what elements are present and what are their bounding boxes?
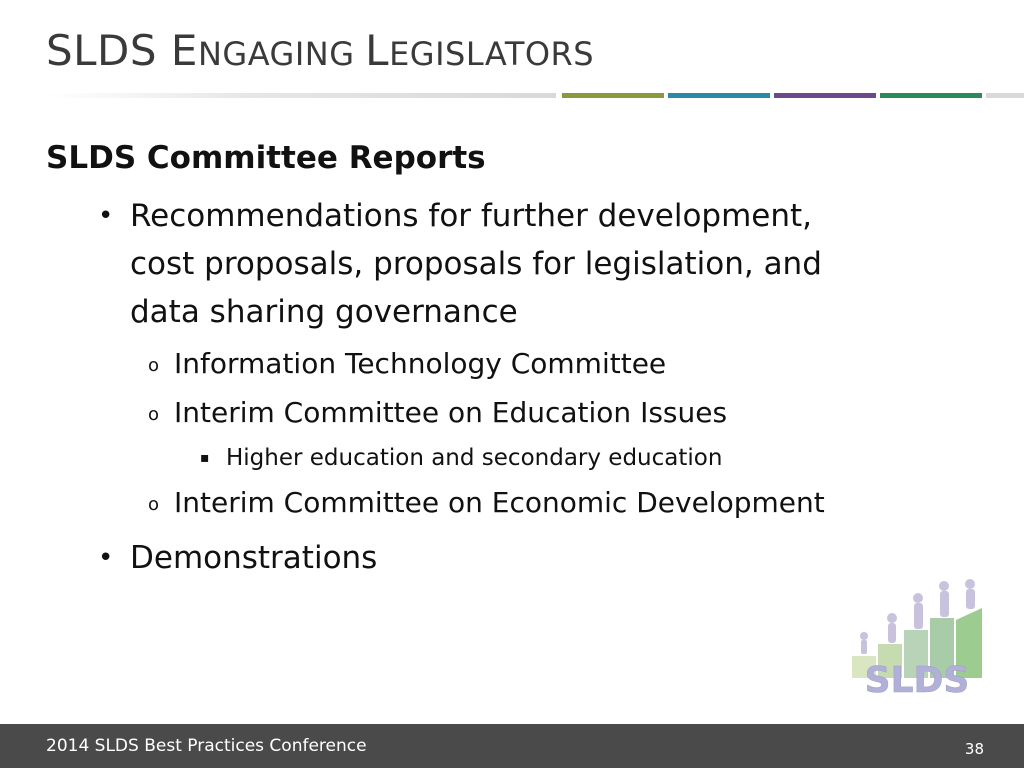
page-number: 38 [964,740,984,758]
title-part: E [170,26,198,75]
bullet-icon: • [98,201,114,231]
footer-conference: 2014 SLDS Best Practices Conference [46,736,367,756]
square-bullet-icon: ▪ [200,450,210,466]
slds-logo [848,578,986,698]
title-part: SLDS [46,26,171,75]
title-rule-segment-purple [774,93,876,98]
sub-bullet-icon: o [148,404,160,425]
sub-bullet-icon: o [148,355,160,376]
slide-title [46,26,594,75]
title-part: NGAGING [197,35,366,73]
sub-bullet-text: Interim Committee on Education Issues [174,396,728,429]
sub-bullet-text: Information Technology Committee [174,347,667,380]
title-rule-segment-teal [668,93,770,98]
title-rule-segment-olive [562,93,664,98]
title-rule-grey [46,93,556,98]
sub-bullet-text: Interim Committee on Economic Development [174,486,825,519]
title-rule-segment-green [880,93,982,98]
title-rule-segment-grey [986,93,1024,98]
sub-bullet-icon: o [148,494,160,515]
title-part: L [365,26,390,75]
bullet-icon: • [98,543,114,573]
bullet-text: Demonstrations [130,540,378,576]
footer-bar [0,724,1024,768]
bullet-text: Recommendations for further development, cost proposals, proposals for legislation, and data sharing governance [130,198,822,330]
title-part: EGISLATORS [389,35,595,73]
logo-text: SLDS [864,660,970,698]
sub-sub-bullet-text: Higher education and secondary education [226,445,723,471]
section-heading: SLDS Committee Reports [46,140,486,176]
